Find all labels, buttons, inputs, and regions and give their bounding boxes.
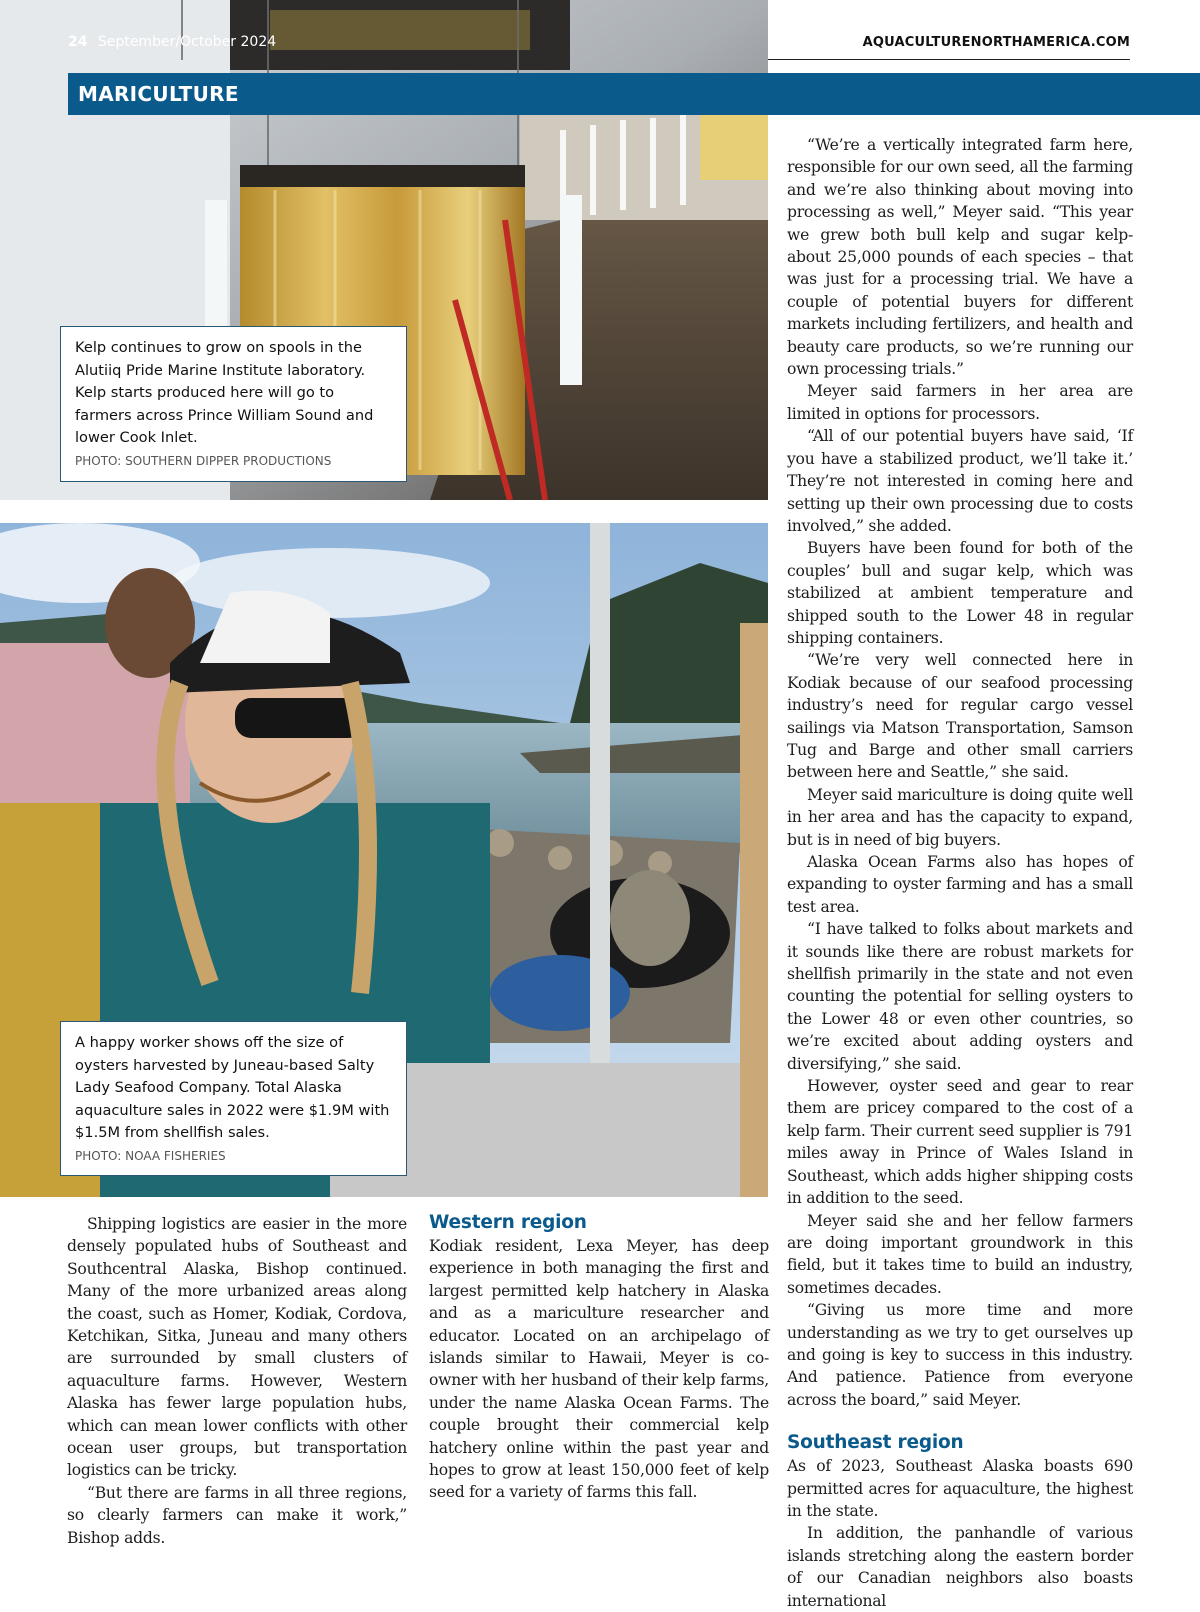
header-folio xyxy=(68,34,276,50)
article-left-column xyxy=(67,1213,407,1549)
article-right-column xyxy=(787,134,1133,1612)
oyster-photo-caption xyxy=(60,1021,407,1176)
subheading-western-region: Western region xyxy=(429,1212,587,1233)
page-number: 24 xyxy=(68,34,88,50)
header-site-url: AQUACULTURENORTHAMERICA.COM xyxy=(862,35,1130,50)
body-paragraph: Shipping logistics are easier in the more densely populated hubs of Southeast and Southcentral Alaska, Bishop continued. Many of the more urbanized areas along the coast, such as Homer, Kodiak, Cordova, Ketchikan, Sitka, Juneau and many others are surrounded by small clusters of aquaculture farms. However, Western Alaska has fewer large population hubs, which can mean lower conflicts with other ocean user groups, but transportation logistics can be tricky. xyxy=(67,1215,407,1480)
body-paragraph: Meyer said mariculture is doing quite well in her area and has the capacity to expand, but is in need of big buyers. xyxy=(787,785,1133,849)
body-paragraph: Alaska Ocean Farms also has hopes of expanding to oyster farming and has a small test area. xyxy=(787,853,1133,916)
body-paragraph: “But there are farms in all three regions, so clearly farmers can make it work,” Bishop adds. xyxy=(67,1483,407,1547)
body-paragraph: “All of our potential buyers have said, ‘If you have a stabilized product, we’ll take it.’ They’re not interested in coming here and setting up their own processing due to costs involved,” she added. xyxy=(787,427,1133,535)
oyster-caption-text: A happy worker shows off the size of oysters harvested by Juneau-based Salty Lady Seafood Company. Total Alaska aquaculture sales in 2022 were $1.9M with $1.5M from shellfish sales. xyxy=(75,1034,390,1141)
body-paragraph: However, oyster seed and gear to rear them are pricey compared to the cost of a kelp farm. Their current seed supplier is 791 miles away in Prince of Wales Island in Southeast, which adds higher shipping costs in addition to the seed. xyxy=(787,1077,1133,1208)
body-paragraph: “We’re very well connected here in Kodiak because of our seafood processing industry’s need for regular cargo vessel sailings via Matson Transportation, Samson Tug and Barge and other small carriers between here and Seattle,” she said. xyxy=(787,651,1133,782)
header-rule xyxy=(768,59,1130,60)
body-paragraph: “I have talked to folks about markets and it sounds like there are robust markets for shellfish primarily in the state and not even counting the potential for selling oysters to the Lower 48 or even other countries, so we’re excited about adding oysters and diversifying,” she said. xyxy=(787,920,1133,1073)
body-paragraph: Meyer said she and her fellow farmers are doing important groundwork in this field, but it takes time to build an industry, sometimes decades. xyxy=(787,1211,1133,1297)
body-paragraph: Kodiak resident, Lexa Meyer, has deep experience in both managing the first and largest permitted kelp hatchery in Alaska and as a mariculture researcher and educator. Located on an archipelago of islands similar to Hawaii, Meyer is co-owner with her husband of their kelp farms, under the name Alaska Ocean Farms. The couple brought their commercial kelp hatchery online within the past year and hopes to grow at least 150,000 feet of kelp seed for a variety of farms this fall. xyxy=(429,1237,769,1502)
body-paragraph: As of 2023, Southeast Alaska boasts 690 permitted acres for aquaculture, the highest in the state. xyxy=(787,1457,1133,1520)
subheading-southeast-region: Southeast region xyxy=(787,1432,964,1454)
body-paragraph: “Giving us more time and more understanding as we try to get ourselves up and going is key to success in this industry. And patience. Patience from everyone across the board,” said Meyer. xyxy=(787,1301,1133,1409)
article-middle-column xyxy=(429,1211,769,1504)
body-paragraph: “We’re a vertically integrated farm here, responsible for our own seed, all the farming and we’re also thinking about moving into processing as well,” Meyer said. “This year we grew both bull kelp and sugar kelp- about 25,000 pounds of each species – that was just for a processing trial. We have a couple of potential buyers for different markets including fertilizers, and health and beauty care products, so we’re running our own processing trials.” xyxy=(787,136,1133,379)
body-paragraph: In addition, the panhandle of various islands stretching along the eastern border of our Canadian neighbors also boasts international xyxy=(787,1524,1133,1610)
oyster-photo-credit: PHOTO: NOAA FISHERIES xyxy=(75,1148,226,1163)
body-paragraph: Meyer said farmers in her area are limited in options for processors. xyxy=(787,382,1133,423)
kelp-photo-credit: PHOTO: SOUTHERN DIPPER PRODUCTIONS xyxy=(75,453,332,468)
kelp-photo-caption xyxy=(60,326,407,482)
kelp-caption-text: Kelp continues to grow on spools in the Alutiiq Pride Marine Institute laboratory. Kelp starts produced here will go to farmers across Prince William Sound and lower Cook Inlet. xyxy=(75,339,374,446)
issue-date: September/October 2024 xyxy=(97,34,277,50)
section-banner: MARICULTURE xyxy=(68,73,1200,115)
body-paragraph: Buyers have been found for both of the couples’ bull and sugar kelp, which was stabilized at ambient temperature and shipped south to the Lower 48 in regular shipping containers. xyxy=(787,539,1133,647)
